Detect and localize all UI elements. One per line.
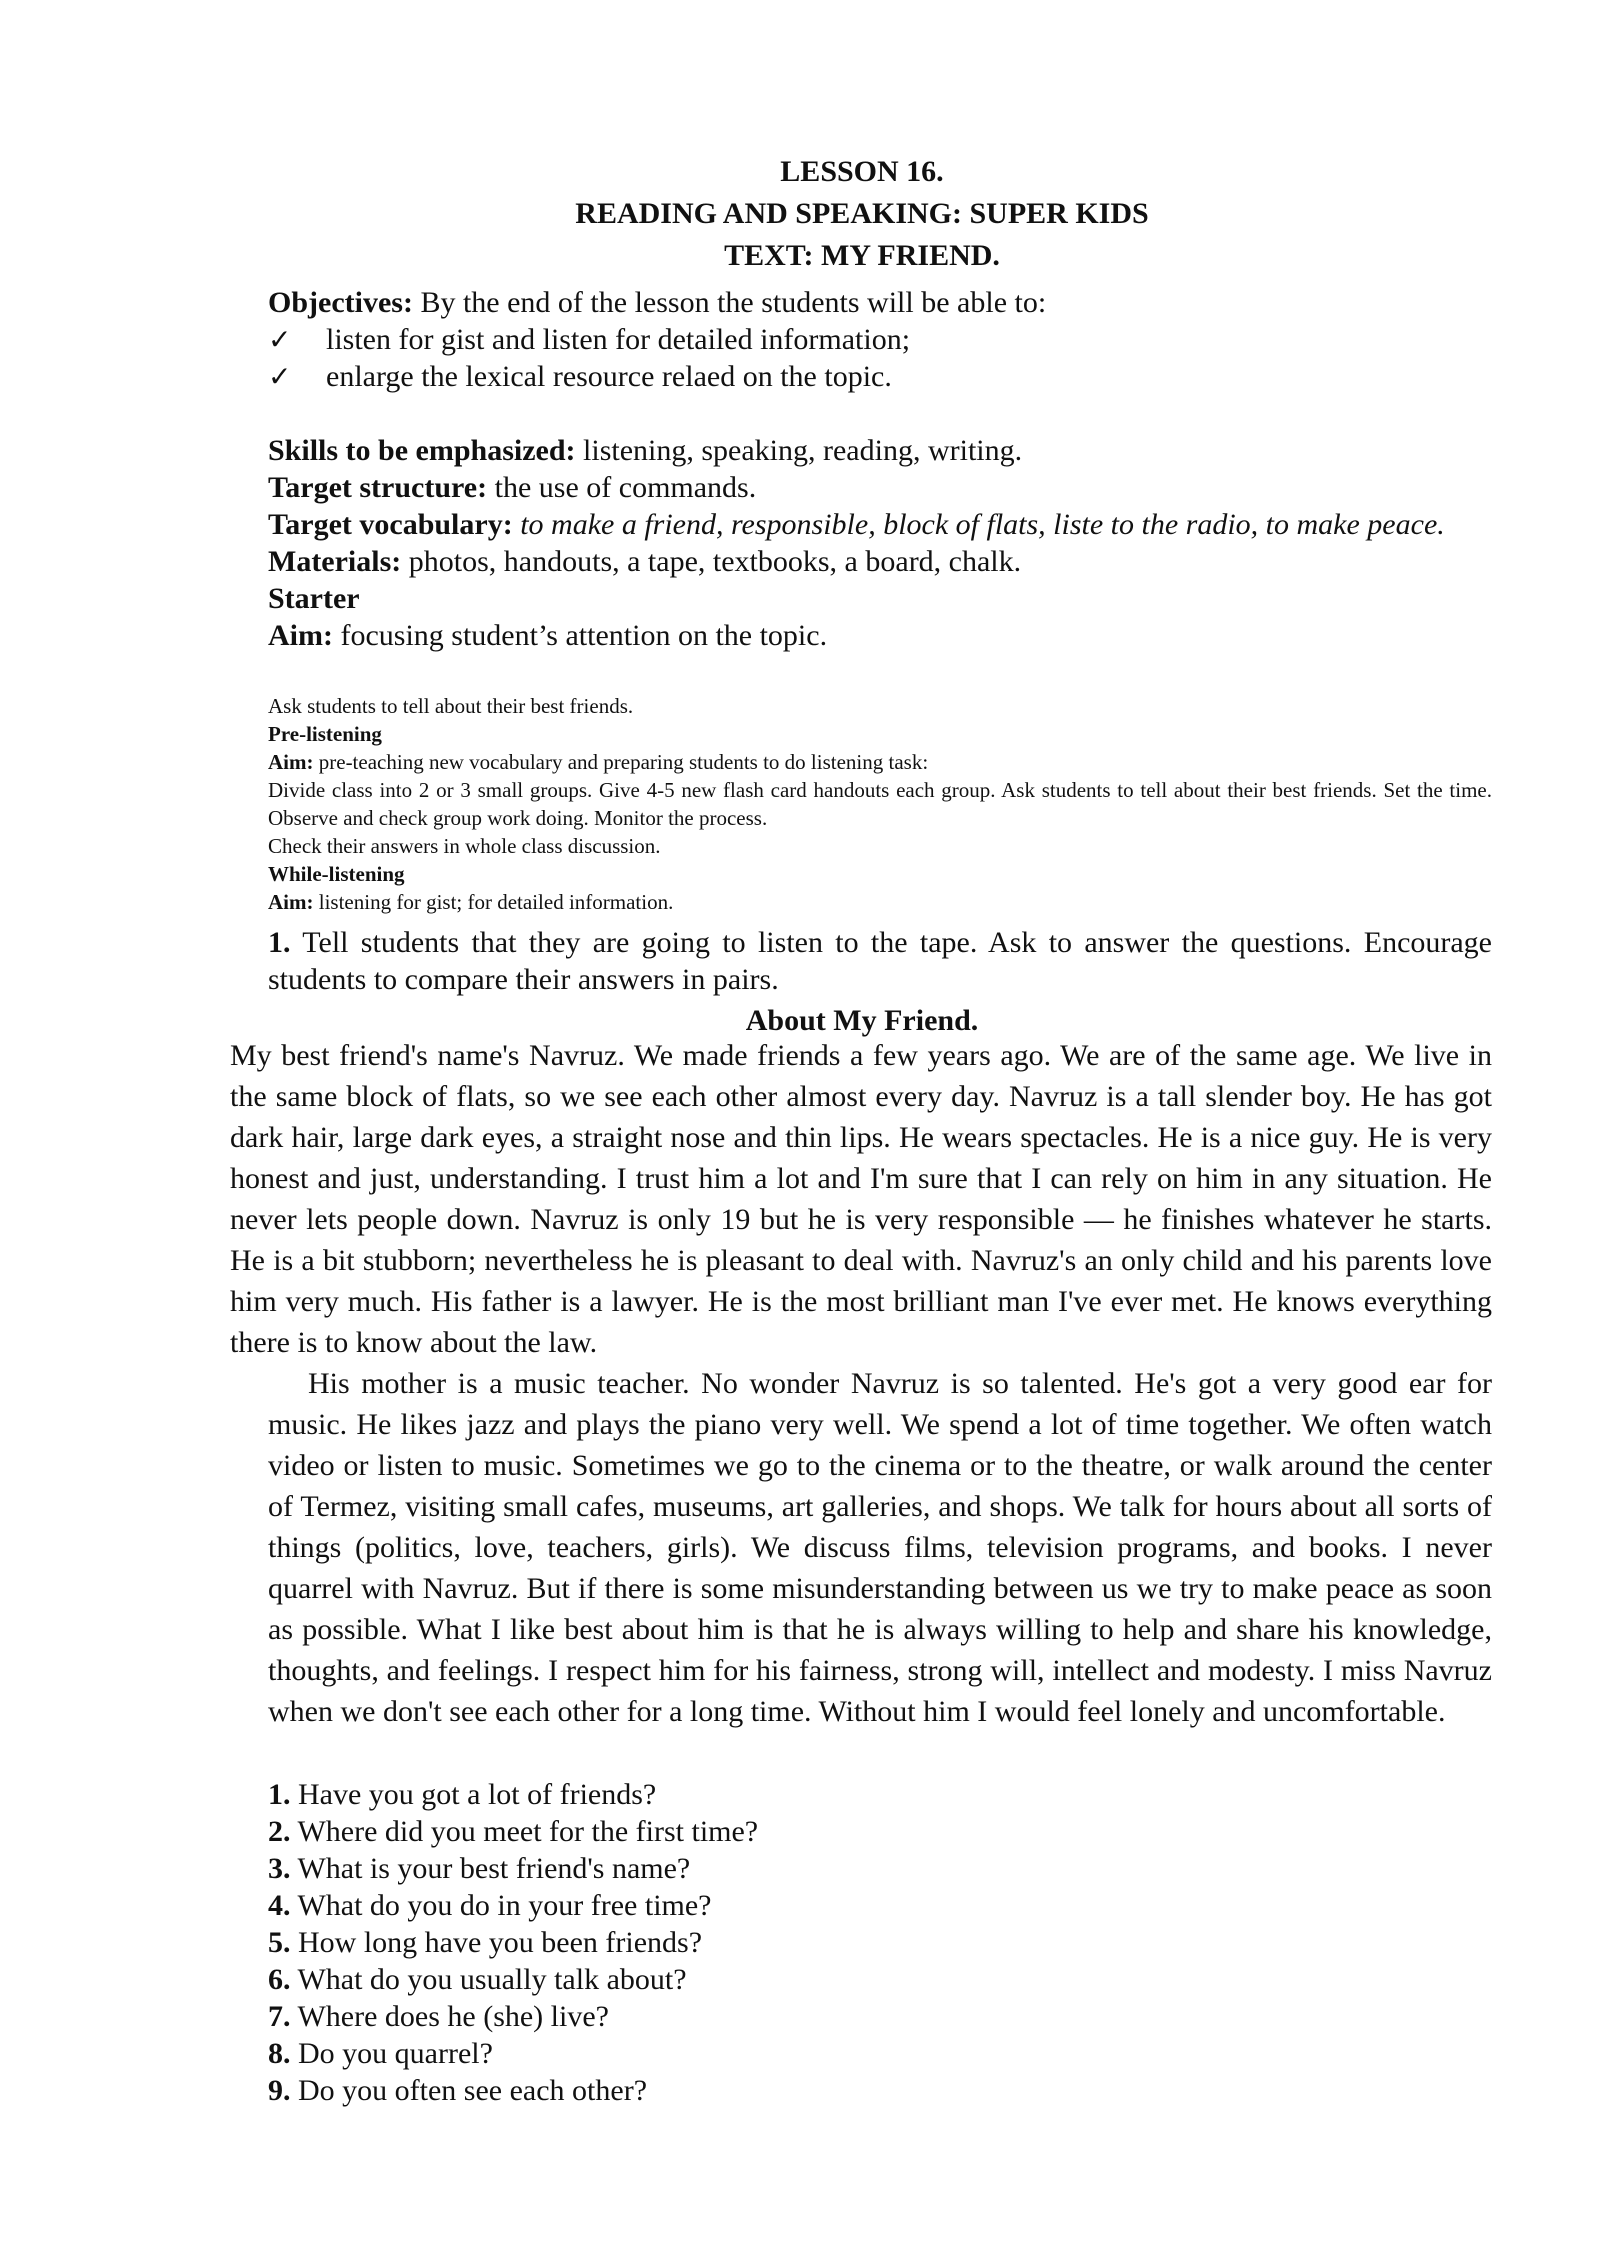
skills-text: listening, speaking, reading, writing. — [575, 434, 1023, 467]
question-item: 9. Do you often see each other? — [268, 2074, 648, 2107]
question-item: 4. What do you do in your free time? — [268, 1889, 712, 1922]
vocabulary-label: Target vocabulary: — [268, 508, 513, 541]
skills-label: Skills to be emphasized: — [268, 434, 576, 467]
lesson-details — [268, 432, 1492, 654]
objective-item — [268, 321, 1492, 358]
structure-text: the use of commands. — [487, 471, 757, 504]
objectives-line — [268, 284, 1492, 321]
materials-text: photos, handouts, a tape, textbooks, a board, chalk. — [401, 545, 1022, 578]
story-paragraph-2: His mother is a music teacher. No wonder Navruz is so talented. He's got a very good ear for music. He likes jazz and plays the piano very well. We spend a lot of time together. We often watch video or listen to music. Sometimes we go to the cinema or to the theatre, or walk around the center of Termez, visiting small cafes, museums, art galleries, and shops. We talk for hours about all sorts of things (politics, love, teachers, girls). We discuss films, television programs, and books. I never quarrel with Navruz. But if there is some misunderstanding between us we try to make peace as soon as possible. What I like best about him is that he is always willing to help and share his knowledge, thoughts, and feelings. I respect him for his fairness, strong will, intellect and modesty. I miss Navruz when we don't see each other for a long time. Without him I would feel lonely and uncomfortable. — [268, 1367, 1492, 1728]
question-item: 7. Where does he (she) live? — [268, 2000, 609, 2033]
checkmark-icon: ✓ — [268, 323, 292, 356]
task-number: 1. — [268, 926, 291, 959]
while-listening-heading: While-listening — [268, 862, 405, 886]
story-paragraph-1: My best friend's name's Navruz. We made friends a few years ago. We are of the same age. We live in the same block of flats, so we see each other almost every day. Navruz is a tall slender boy. He has got dark hair, large dark eyes, a straight nose and thin lips. He wears spectacles. He is a nice guy. He is very honest and just, understanding. I trust him a lot and I'm sure that I can rely on him in any situation. He never lets people down. Navruz is only 19 but he is very responsible — he finishes whatever he starts. He is a bit stubborn; nevertheless he is pleasant to deal with. Navruz's an only child and his parents love him very much. His father is a lawyer. He is the most brilliant man I've ever met. He knows everything there is to know about the law. — [230, 1039, 1492, 1359]
task-text: Tell students that they are going to listen to the tape. Ask to answer the questions. Encourage students to compare their answers in pairs. — [268, 926, 1492, 996]
story-title: About My Friend. — [745, 1004, 979, 1037]
structure-label: Target structure: — [268, 471, 488, 504]
objective-item — [268, 358, 1492, 395]
aim-text: focusing student’s attention on the topic. — [332, 619, 828, 652]
starter-aim — [268, 617, 1492, 654]
lesson-number: LESSON 16. — [780, 155, 944, 188]
starter-heading: Starter — [268, 582, 360, 615]
question-item: 5. How long have you been friends? — [268, 1926, 703, 1959]
objective-item-text: listen for gist and listen for detailed information; — [326, 323, 911, 356]
vocabulary-line — [268, 506, 1492, 543]
pre-listening-aim — [268, 748, 1492, 776]
aim-text: listening for gist; for detailed information. — [313, 890, 674, 914]
question-item: 6. What do you usually talk about? — [268, 1963, 687, 1996]
objective-item-text: enlarge the lexical resource relaed on the topic. — [326, 360, 892, 393]
text-title: TEXT: MY FRIEND. — [724, 239, 1000, 272]
starter-instruction: Ask students to tell about their best friends. — [268, 694, 634, 718]
skills-line — [268, 432, 1492, 469]
pre-listening-check: Check their answers in whole class discussion. — [268, 834, 661, 858]
question-item: 8. Do you quarrel? — [268, 2037, 493, 2070]
objectives-text: By the end of the lesson the students will be able to: — [412, 286, 1047, 319]
aim-label: Aim: — [268, 890, 314, 914]
aim-label: Aim: — [268, 619, 333, 652]
objectives-block — [268, 284, 1492, 395]
aim-label: Aim: — [268, 750, 314, 774]
question-item: 2. Where did you meet for the first time? — [268, 1815, 759, 1848]
question-item: 3. What is your best friend's name? — [268, 1852, 691, 1885]
pre-listening-heading: Pre-listening — [268, 722, 382, 746]
structure-line — [268, 469, 1492, 506]
question-item: 1. Have you got a lot of friends? — [268, 1778, 657, 1811]
procedure-block — [268, 692, 1492, 916]
checkmark-icon: ✓ — [268, 360, 292, 393]
materials-line — [268, 543, 1492, 580]
question-list — [268, 1776, 1268, 2109]
materials-label: Materials: — [268, 545, 402, 578]
vocabulary-text: to make a friend, responsible, block of flats, liste to the radio, to make peace. — [520, 508, 1445, 541]
while-listening-aim — [268, 888, 1492, 916]
lesson-header — [0, 154, 1600, 274]
pre-listening-instruction: Divide class into 2 or 3 small groups. Give 4-5 new flash card handouts each group. Ask students to tell about their best friends. Set the time. Observe and check group work doing. Monitor the process. — [268, 778, 1492, 830]
aim-text: pre-teaching new vocabulary and preparing students to do listening task: — [313, 750, 929, 774]
listening-task — [268, 924, 1492, 998]
lesson-subtitle: READING AND SPEAKING: SUPER KIDS — [575, 197, 1149, 230]
objectives-label: Objectives: — [268, 286, 413, 319]
